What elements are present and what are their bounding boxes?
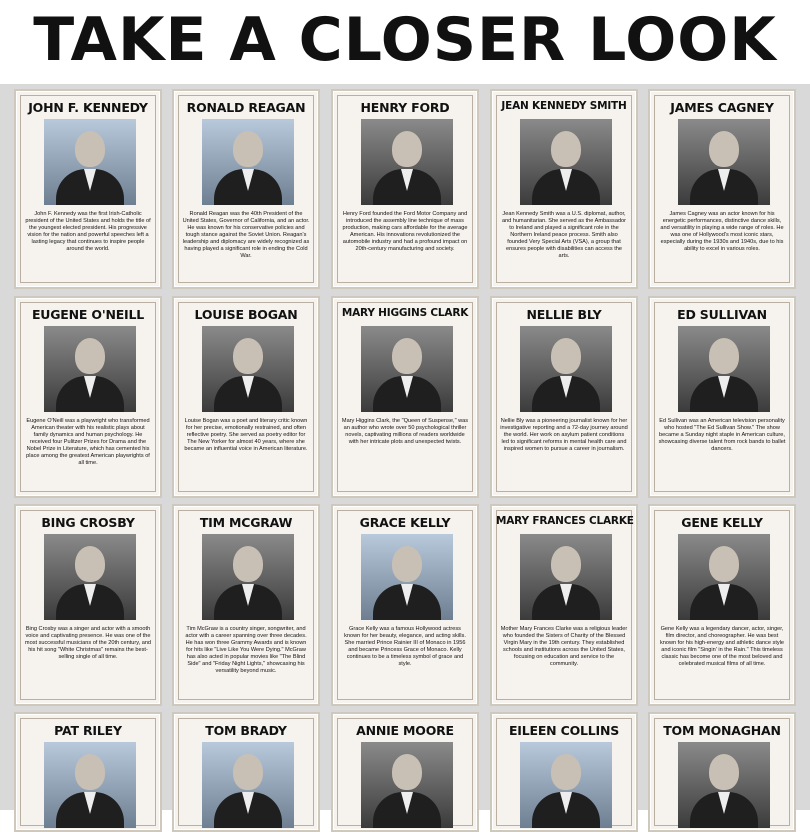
portrait-head (392, 338, 422, 374)
portrait-head (233, 338, 263, 374)
card-bio: Mary Higgins Clark, the "Queen of Suspense," was an author who wrote over 50 psychological thriller novels, captivating millions of readers worldwide with her intricate plots and unexpected twists. (341, 418, 469, 445)
card-bio: Henry Ford founded the Ford Motor Company and introduced the assembly line technique of mass production, making cars affordable for the average American. His innovations revolutionized the automobile industry and had a profound impact on 20th-century manufacturing and society. (342, 211, 468, 252)
page-title: TAKE A CLOSER LOOK (33, 5, 777, 75)
portrait-icon (44, 742, 136, 828)
portrait-icon (520, 119, 612, 205)
card-name: NELLIE BLY (526, 307, 602, 322)
profile-card (490, 296, 638, 498)
portrait-head (392, 546, 422, 582)
profile-card (490, 504, 638, 706)
portrait-icon (678, 534, 770, 620)
portrait-icon (361, 119, 453, 205)
portrait-head (392, 131, 422, 167)
card-bio: Grace Kelly was a famous Hollywood actress known for her beauty, elegance, and acting skills. She married Prince Rainier III of Monaco in 1956 and became Princess Grace of Monaco. Kelly continues to be a timeless symbol of grace and style. (344, 626, 466, 667)
portrait-head (551, 546, 581, 582)
card-bio: Gene Kelly was a legendary dancer, actor, singer, film director, and choreographer. He was best known for his high-energy and athletic dance style and iconic film "Singin' in the Rain." This timeless classic has become one of the most beloved and celebrated musical films of all time. (659, 626, 785, 667)
portrait-icon (44, 534, 136, 620)
card-name: PAT RILEY (54, 723, 122, 738)
portrait-head (551, 754, 581, 790)
card-name: EILEEN COLLINS (508, 723, 620, 738)
portrait-head (709, 131, 739, 167)
profile-card (14, 504, 162, 706)
card-bio: Ronald Reagan was the 40th President of the United States, Governor of California, and an actor. He was known for his conservative policies and tough stance against the Soviet Union. Reagan's leadership and diplomacy are widely recognized as having played a significant role in ending the Cold War. (182, 211, 310, 259)
portrait-head (392, 754, 422, 790)
card-name: TIM MCGRAW (199, 515, 293, 530)
profile-card (648, 296, 796, 498)
card-bio: James Cagney was an actor known for his energetic performances, distinctive dance skills, and versatility in playing a wide range of roles. He was one of Hollywood's most iconic stars, especially during the 1930s and 1940s, due to his ability to excel in various roles. (660, 211, 784, 252)
portrait-head (75, 338, 105, 374)
profile-card (648, 89, 796, 289)
portrait-icon (361, 534, 453, 620)
header (0, 0, 810, 86)
portrait-head (75, 754, 105, 790)
portrait-icon (202, 326, 294, 412)
card-name: JOHN F. KENNEDY (28, 100, 148, 115)
portrait-head (75, 131, 105, 167)
card-name: GRACE KELLY (359, 515, 451, 530)
portrait-head (551, 338, 581, 374)
portrait-icon (678, 326, 770, 412)
card-name: MARY FRANCES CLARKE (496, 515, 634, 527)
portrait-head (709, 546, 739, 582)
profile-card (331, 504, 479, 706)
profile-card (331, 296, 479, 498)
card-name: BING CROSBY (41, 515, 135, 530)
portrait-icon (44, 326, 136, 412)
card-bio: John F. Kennedy was the first Irish-Catholic president of the United States and holds the title of the youngest elected president. His progressive vision for the nation and powerful speeches left a lasting legacy that continues to inspire people around the world. (25, 211, 151, 252)
card-bio: Bing Crosby was a singer and actor with a smooth voice and captivating presence. He was one of the most successful musicians of the 20th century, and his hit song "White Christmas" remains the best-selling single of all time. (24, 626, 152, 660)
portrait-icon (520, 326, 612, 412)
portrait-head (233, 546, 263, 582)
portrait-icon (202, 742, 294, 828)
card-bio: Ed Sullivan was an American television personality who hosted "The Ed Sullivan Show." The show became a Sunday night staple in American culture, showcasing diverse talent from rock bands to ballet dancers. (658, 418, 786, 452)
card-name: GENE KELLY (681, 515, 763, 530)
card-name: LOUISE BOGAN (194, 307, 298, 322)
profile-card (331, 712, 479, 832)
profile-card (648, 504, 796, 706)
profile-card (648, 712, 796, 832)
portrait-head (709, 754, 739, 790)
profile-card (172, 504, 320, 706)
card-name: ED SULLIVAN (677, 307, 767, 322)
profile-card (14, 296, 162, 498)
card-bio: Louise Bogan was a poet and literary critic known for her precise, emotionally restrained, and often reflective poetry. She served as poetry editor for The New Yorker for almost 40 years, where she became an influential voice in American literature. (184, 418, 308, 452)
card-name: MARY HIGGINS CLARK (341, 307, 469, 319)
portrait-head (233, 131, 263, 167)
card-bio: Jean Kennedy Smith was a U.S. diplomat, author, and humanitarian. She served as the Ambassador to Ireland and played a significant role in the Northern Ireland peace process. Smith also founded Very Special Arts (VSA), a group that ensures people with disabilities can access the arts. (501, 211, 627, 259)
profile-card (490, 712, 638, 832)
portrait-icon (678, 742, 770, 828)
portrait-icon (202, 119, 294, 205)
card-name: HENRY FORD (360, 100, 450, 115)
portrait-icon (361, 742, 453, 828)
portrait-icon (44, 119, 136, 205)
card-name: JEAN KENNEDY SMITH (501, 100, 627, 112)
portrait-head (709, 338, 739, 374)
profile-card (172, 296, 320, 498)
card-name: ANNIE MOORE (356, 723, 454, 738)
card-name: TOM BRADY (205, 723, 287, 738)
profile-card (172, 89, 320, 289)
portrait-head (75, 546, 105, 582)
profile-card (14, 712, 162, 832)
profile-card (490, 89, 638, 289)
portrait-icon (361, 326, 453, 412)
portrait-icon (678, 119, 770, 205)
card-name: RONALD REAGAN (186, 100, 306, 115)
portrait-head (233, 754, 263, 790)
card-name: JAMES CAGNEY (670, 100, 774, 115)
profile-card (172, 712, 320, 832)
profile-card (14, 89, 162, 289)
portrait-head (551, 131, 581, 167)
profile-card (331, 89, 479, 289)
card-bio: Nellie Bly was a pioneering journalist known for her investigative reporting and a 72-day journey around the world. Her work on asylum patient conditions led to significant reforms in mental health care and inspired women to pursue a career in journalism. (500, 418, 628, 452)
card-grid (0, 84, 810, 810)
card-bio: Tim McGraw is a country singer, songwriter, and actor with a career spanning over three decades. He has won three Grammy Awards and is known for hits like "Live Like You Were Dying." McGraw has also acted in popular movies like "The Blind Side" and "Friday Night Lights," showcasing his versatility beyond music. (185, 626, 307, 674)
card-name: EUGENE O'NEILL (31, 307, 145, 322)
card-name: TOM MONAGHAN (663, 723, 781, 738)
card-bio: Eugene O'Neill was a playwright who transformed American theater with his realistic plays about family dynamics and human psychology. He received four Pulitzer Prizes for Drama and the Nobel Prize in Literature, which has cemented his place among the greatest American playwrights of all time. (26, 418, 150, 466)
portrait-icon (520, 534, 612, 620)
card-bio: Mother Mary Frances Clarke was a religious leader who founded the Sisters of Charity of the Blessed Virgin Mary in the 19th century. They established schools and institutions across the United States, focusing on education and service to the community. (500, 626, 628, 667)
portrait-icon (202, 534, 294, 620)
portrait-icon (520, 742, 612, 828)
